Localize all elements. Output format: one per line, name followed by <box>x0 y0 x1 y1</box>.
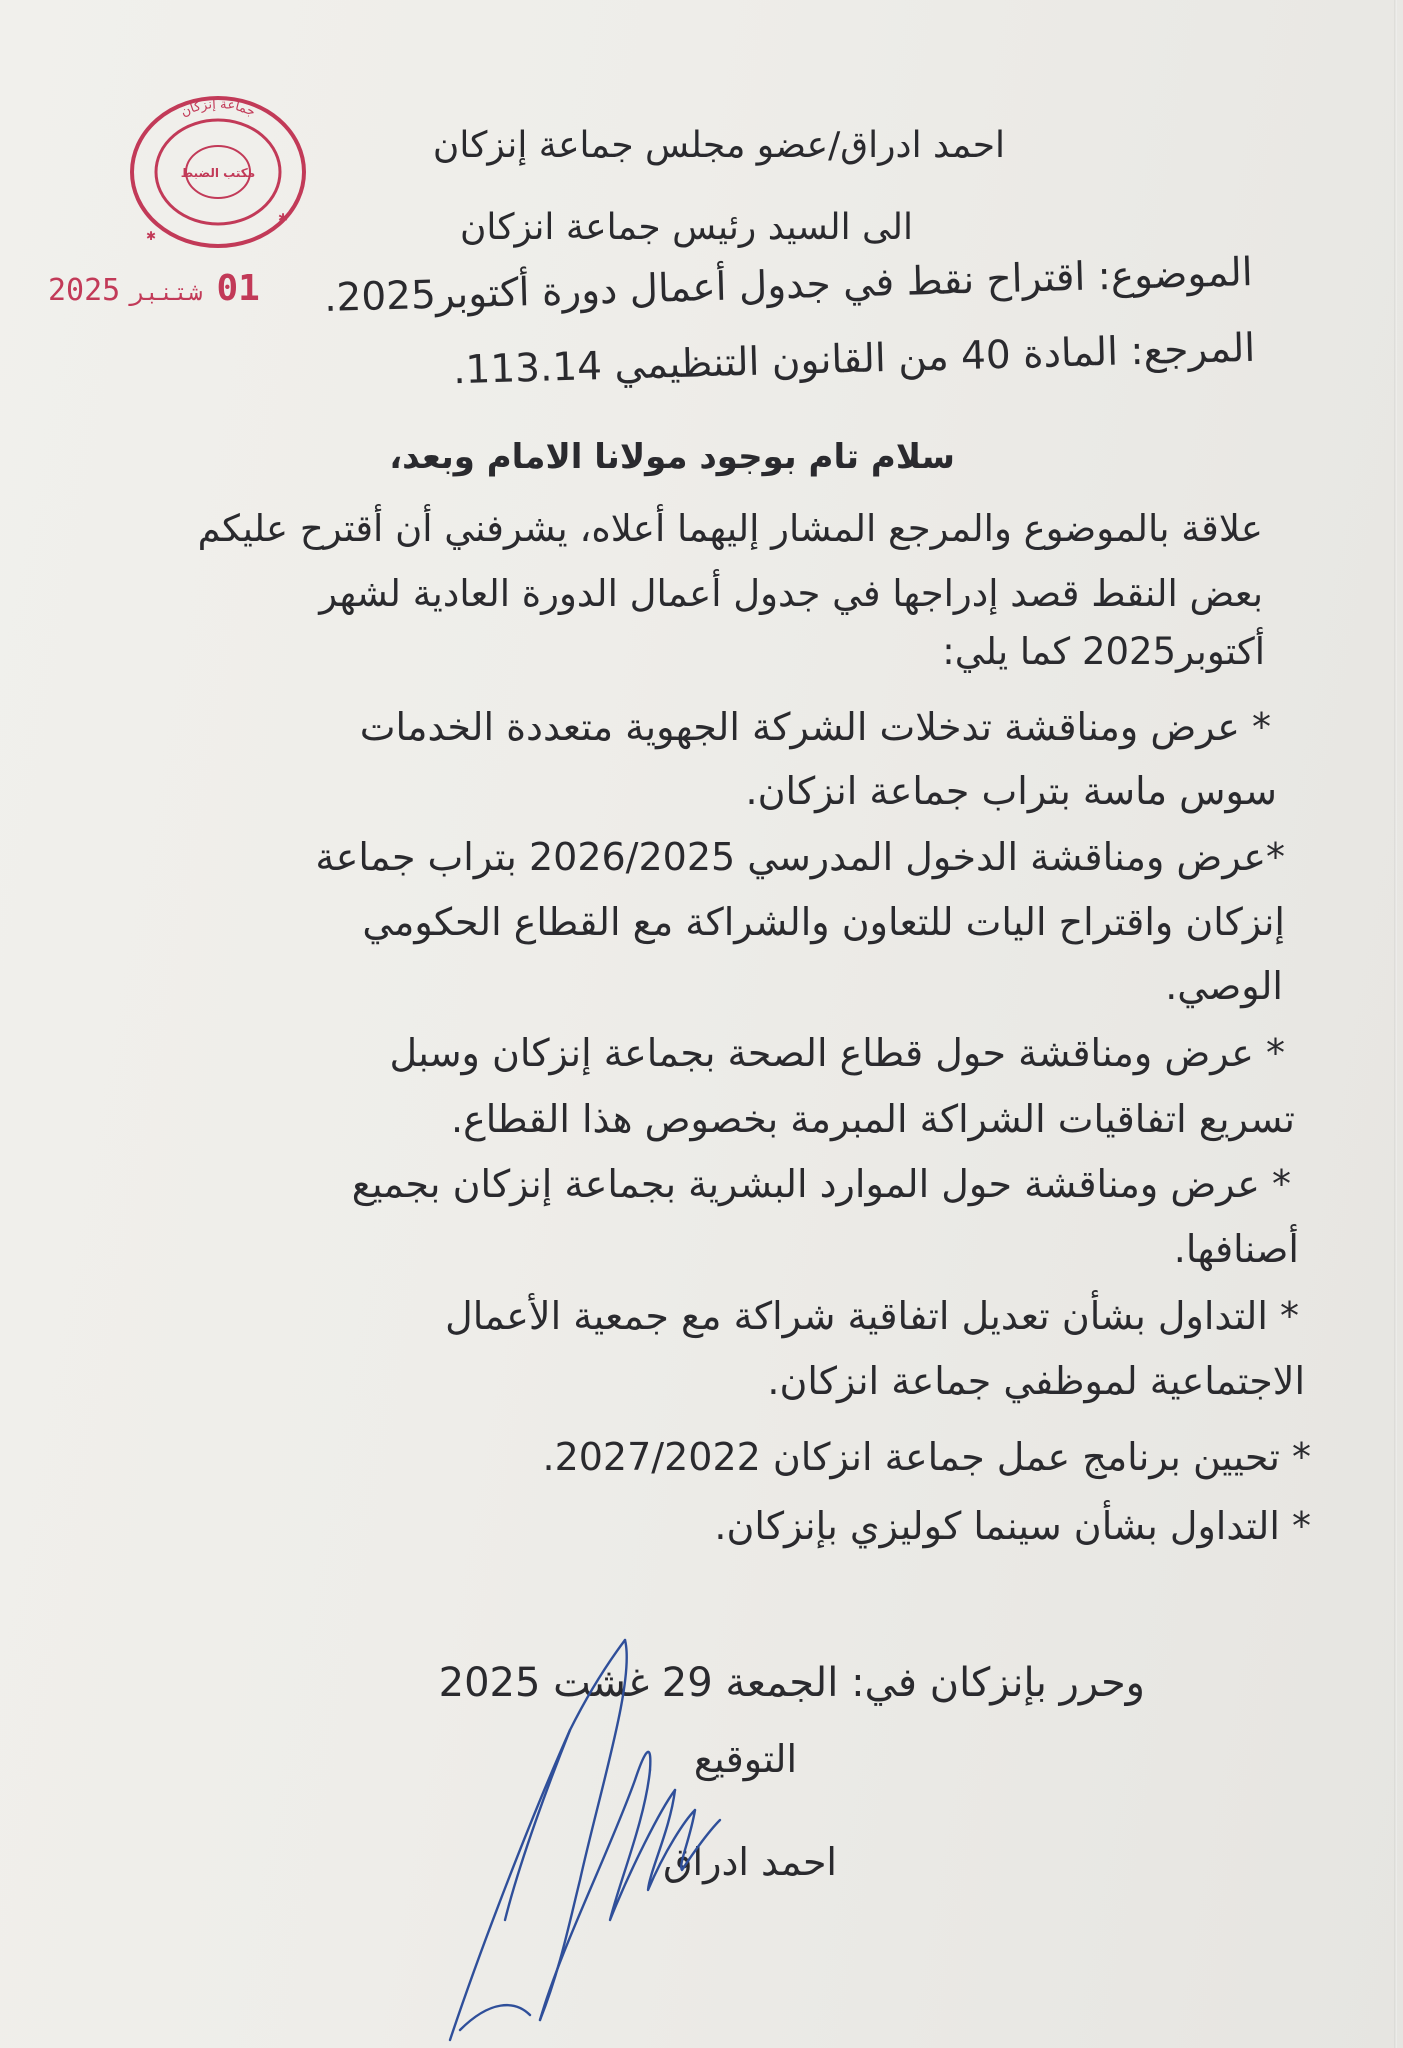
intro-line-2: بعض النقط قصد إدراجها في جدول أعمال الدورة العادية لشهر <box>319 572 1263 615</box>
date-stamp-year: 2025 <box>48 273 121 308</box>
intro-line-3: أكتوبر2025 كما يلي: <box>942 630 1265 673</box>
handwritten-signature <box>420 1620 800 2048</box>
agenda-item-2-line-2: إنزكان واقتراح اليات للتعاون والشراكة مع القطاع الحكومي <box>362 900 1285 944</box>
date-stamp-day: 01 <box>216 268 260 309</box>
agenda-item-4-line-2: أصنافها. <box>1173 1227 1299 1271</box>
date-stamp <box>48 268 260 309</box>
subject-line: الموضوع: اقتراح نقط في جدول أعمال دورة أكتوبر2025. <box>323 250 1254 321</box>
page-fold <box>1394 0 1397 2048</box>
greeting-line: سلام تام بوجود مولانا الامام وبعد، <box>389 437 955 477</box>
agenda-item-1-line-1: * عرض ومناقشة تدخلات الشركة الجهوية متعددة الخدمات <box>359 705 1271 749</box>
agenda-item-3-line-1: * عرض ومناقشة حول قطاع الصحة بجماعة إنزكان وسبل <box>389 1031 1285 1075</box>
agenda-item-2-line-1: *عرض ومناقشة الدخول المدرسي 2026/2025 بتراب جماعة <box>315 835 1285 879</box>
place-date-line: وحرر بإنزكان في: الجمعة 29 غشت 2025 <box>438 1660 1145 1706</box>
office-stamp <box>126 92 310 252</box>
sender-line: احمد ادراق/عضو مجلس جماعة إنزكان <box>432 125 1005 166</box>
agenda-item-1-line-2: سوس ماسة بتراب جماعة انزكان. <box>745 769 1277 813</box>
agenda-item-3-line-2: تسريع اتفاقيات الشراكة المبرمة بخصوص هذا القطاع. <box>451 1097 1295 1141</box>
recipient-line: الى السيد رئيس جماعة انزكان <box>459 207 913 248</box>
agenda-item-5-line-1: * التداول بشأن تعديل اتفاقية شراكة مع جمعية الأعمال <box>445 1294 1299 1338</box>
signer-name: احمد ادراق <box>663 1840 837 1884</box>
agenda-item-2-line-3: الوصي. <box>1165 964 1283 1008</box>
agenda-item-4-line-1: * عرض ومناقشة حول الموارد البشرية بجماعة إنزكان بجميع <box>351 1162 1291 1206</box>
svg-text:✱: ✱ <box>278 211 289 225</box>
svg-text:✱: ✱ <box>146 229 157 243</box>
stamp-inner-text: مكتب الضبط <box>180 166 256 180</box>
signature-label: التوقيع <box>693 1737 797 1781</box>
agenda-item-6-line-1: * تحيين برنامج عمل جماعة انزكان 2027/2022. <box>542 1435 1311 1479</box>
intro-line-1: علاقة بالموضوع والمرجع المشار إليهما أعلاه، يشرفني أن أقترح عليكم <box>197 507 1263 550</box>
agenda-item-7-line-1: * التداول بشأن سينما كوليزي بإنزكان. <box>714 1504 1311 1548</box>
reference-line: المرجع: المادة 40 من القانون التنظيمي 113.14. <box>452 325 1256 394</box>
date-stamp-month: شتنبر <box>130 278 203 306</box>
agenda-item-5-line-2: الاجتماعية لموظفي جماعة انزكان. <box>767 1359 1305 1403</box>
stamp-outer-text: جماعة إنزكان <box>178 96 258 121</box>
